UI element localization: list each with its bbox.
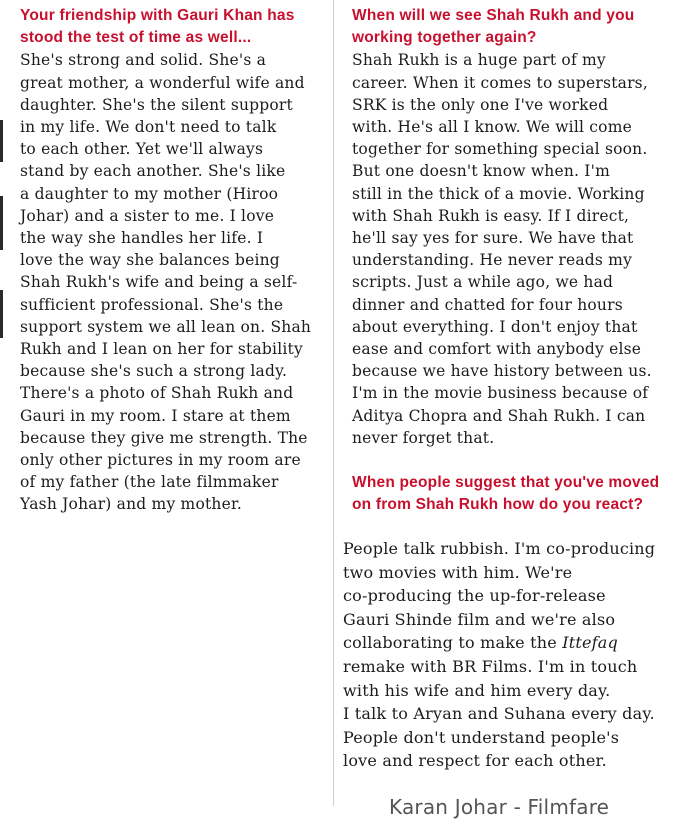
text-line: People talk rubbish. I'm co-producing: [343, 539, 656, 558]
text-line: love the way she balances being: [20, 251, 280, 270]
text-line: with his wife and him every day.: [343, 680, 611, 700]
text-line: understanding. He never reads my: [352, 251, 633, 270]
text-line: two movies with him. We're: [343, 562, 573, 582]
question-heading-gauri: [20, 5, 325, 49]
text-line: great mother, a wonderful wife and: [20, 73, 305, 92]
text-line: People don't understand people's: [343, 727, 620, 747]
text-line: love and respect for each other.: [343, 751, 607, 771]
page-edge-mark: [0, 120, 3, 162]
text-line: I'm in the movie business because of: [352, 384, 649, 403]
left-column: [20, 0, 325, 516]
text-line: Yash Johar) and my mother.: [20, 495, 242, 514]
heading-line: When people suggest that you've moved: [352, 474, 660, 491]
heading-line: stood the test of time as well...: [20, 29, 252, 47]
source-caption: Karan Johar - Filmfare: [389, 795, 610, 819]
page-edge-mark: [0, 290, 3, 338]
text-line: Gauri Shinde film and we're also: [343, 609, 616, 629]
right-column: [352, 0, 670, 449]
question-heading-working-together: [352, 5, 670, 49]
text-line: about everything. I don't enjoy that: [352, 317, 638, 336]
text-line: ease and comfort with anybody else: [352, 340, 642, 359]
text-line: She's strong and solid. She's a: [20, 51, 267, 70]
text-line: because she's such a strong lady.: [20, 362, 288, 381]
page-edge-mark: [0, 196, 3, 250]
text-line-with-title: [343, 631, 673, 655]
text-line: career. When it comes to superstars,: [352, 73, 648, 92]
text-line: Shah Rukh is a huge part of my: [352, 51, 606, 70]
heading-line: Your friendship with Gauri Khan has: [20, 7, 295, 24]
text-line: still in the thick of a movie. Working: [352, 184, 645, 203]
heading-line: working together again?: [352, 29, 537, 47]
film-title: Ittefaq: [562, 633, 618, 653]
text-line: a daughter to my mother (Hiroo: [20, 184, 279, 203]
answer-text-moved-on: [343, 537, 673, 773]
text-line: remake with BR Films. I'm in touch: [343, 656, 638, 676]
text-line: only other pictures in my room are: [20, 451, 301, 470]
text-line: co-producing the up-for-release: [343, 586, 606, 606]
text-line: of my father (the late filmmaker: [20, 473, 279, 492]
text-line: SRK is the only one I've worked: [352, 95, 609, 114]
text-line: Rukh and I lean on her for stability: [20, 340, 303, 359]
answer-text-working-together: [352, 49, 670, 449]
text-line: Gauri in my room. I stare at them: [20, 406, 291, 425]
question-heading-moved-on: [352, 472, 670, 516]
text-line: never forget that.: [352, 428, 495, 447]
text-line: stand by each another. She's like: [20, 162, 286, 181]
text-line: There's a photo of Shah Rukh and: [20, 384, 294, 403]
heading-line: When will we see Shah Rukh and you: [352, 7, 635, 24]
text-line: Shah Rukh's wife and being a self-: [20, 273, 298, 292]
text-line: in my life. We don't need to talk: [20, 118, 277, 137]
text-line: together for something special soon.: [352, 140, 648, 159]
text-line: I talk to Aryan and Suhana every day.: [343, 704, 655, 724]
text-line: with. He's all I know. We will come: [352, 118, 632, 137]
text-line: scripts. Just a while ago, we had: [352, 273, 614, 292]
heading-line: on from Shah Rukh how do you react?: [352, 496, 644, 514]
text-line: because they give me strength. The: [20, 428, 308, 447]
text-line: Aditya Chopra and Shah Rukh. I can: [352, 406, 646, 425]
text-line: with Shah Rukh is easy. If I direct,: [352, 206, 630, 225]
text-segment: collaborating to make the: [343, 633, 563, 653]
text-line: because we have history between us.: [352, 362, 652, 381]
text-line: daughter. She's the silent support: [20, 95, 293, 114]
text-line: sufficient professional. She's the: [20, 295, 284, 314]
text-line: the way she handles her life. I: [20, 229, 264, 248]
text-line: support system we all lean on. Shah: [20, 317, 312, 336]
answer-text-gauri: [20, 49, 325, 515]
text-line: Johar) and a sister to me. I love: [20, 206, 275, 225]
column-divider: [333, 0, 334, 806]
text-line: to each other. Yet we'll always: [20, 140, 264, 159]
text-line: dinner and chatted for four hours: [352, 295, 623, 314]
text-line: But one doesn't know when. I'm: [352, 162, 610, 181]
text-line: he'll say yes for sure. We have that: [352, 229, 634, 248]
